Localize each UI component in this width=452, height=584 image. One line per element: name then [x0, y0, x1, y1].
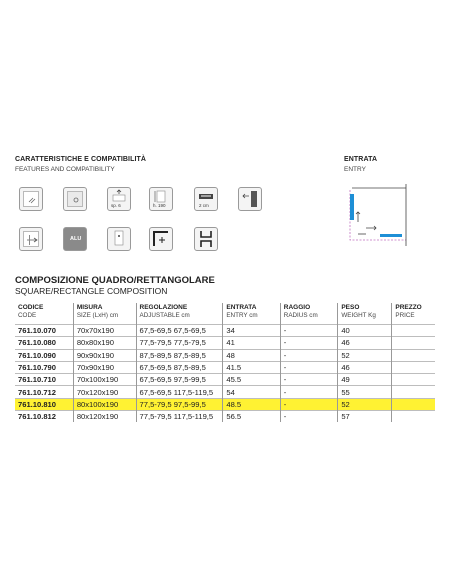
sliding-door-icon — [19, 227, 43, 251]
cell-price — [392, 386, 435, 398]
cell-code: 761.10.812 — [15, 411, 73, 423]
cell-entry: 48.5 — [223, 398, 280, 410]
cell-radius: - — [280, 374, 338, 386]
cell-weight: 55 — [338, 386, 392, 398]
cell-radius: - — [280, 349, 338, 361]
reversible-icon — [107, 187, 131, 211]
table-row — [15, 349, 435, 361]
cell-entry: 56.5 — [223, 411, 280, 423]
entry-subtitle: ENTRY — [344, 166, 366, 173]
wall-profile-icon — [194, 227, 218, 251]
table-row — [15, 337, 435, 349]
cell-adjust: 67,5-69,5 97,5-99,5 — [136, 374, 223, 386]
profile-width-icon — [194, 187, 218, 211]
cell-code: 761.10.712 — [15, 386, 73, 398]
cell-price — [392, 325, 435, 337]
easy-clean-icon — [107, 227, 131, 251]
cell-entry: 54 — [223, 386, 280, 398]
table-row — [15, 411, 435, 423]
cell-size: 80x120x190 — [73, 411, 136, 423]
col-header-weight: PESO WEIGHT Kg — [338, 303, 392, 325]
col-header-code: CODICE CODE — [15, 303, 73, 325]
cell-weight: 46 — [338, 337, 392, 349]
cell-size: 80x80x190 — [73, 337, 136, 349]
cell-size: 70x90x190 — [73, 361, 136, 373]
cell-price — [392, 398, 435, 410]
cell-size: 70x120x190 — [73, 386, 136, 398]
cell-radius: - — [280, 411, 338, 423]
cell-adjust: 77,5-79,5 97,5-99,5 — [136, 398, 223, 410]
reversible-icon-label: sp. 6 — [111, 203, 121, 208]
features-subtitle: FEATURES AND COMPATIBILITY — [15, 166, 115, 173]
height-icon-label: h. 190 — [153, 203, 166, 208]
cell-weight: 46 — [338, 361, 392, 373]
composition-subtitle: SQUARE/RECTANGLE COMPOSITION — [15, 286, 168, 296]
cell-code: 761.10.790 — [15, 361, 73, 373]
entry-diagram — [344, 182, 418, 248]
cell-weight: 57 — [338, 411, 392, 423]
table-header-row — [15, 303, 435, 325]
cell-size: 80x100x190 — [73, 398, 136, 410]
corner-plus-icon — [149, 227, 173, 251]
cell-adjust: 77,5-79,5 117,5-119,5 — [136, 411, 223, 423]
table-row — [15, 325, 435, 337]
col-header-price: PREZZO PRICE — [395, 304, 422, 319]
cell-price — [392, 337, 435, 349]
cell-price — [392, 411, 435, 423]
table-row — [15, 398, 435, 410]
cell-entry: 41.5 — [223, 361, 280, 373]
cell-radius: - — [280, 361, 338, 373]
table-row — [15, 386, 435, 398]
cell-size: 70x100x190 — [73, 374, 136, 386]
profile-width-icon-label: 2 cm — [199, 203, 209, 208]
cell-price — [392, 374, 435, 386]
cell-adjust: 87,5-89,5 87,5-89,5 — [136, 349, 223, 361]
cell-weight: 52 — [338, 398, 392, 410]
col-header-adjust: REGOLAZIONE ADJUSTABLE cm — [136, 303, 223, 325]
entry-title: ENTRATA — [344, 156, 378, 163]
cell-adjust: 67,5-69,5 87,5-89,5 — [136, 361, 223, 373]
cell-radius: - — [280, 386, 338, 398]
door-opening-icon — [238, 187, 262, 211]
glass-pattern-icon — [19, 187, 43, 211]
aluminium-icon — [63, 227, 87, 251]
cell-radius: - — [280, 325, 338, 337]
cell-price — [392, 361, 435, 373]
cell-adjust: 67,5-69,5 117,5-119,5 — [136, 386, 223, 398]
cell-code: 761.10.080 — [15, 337, 73, 349]
cell-weight: 52 — [338, 349, 392, 361]
cell-entry: 41 — [223, 337, 280, 349]
cell-adjust: 77,5-79,5 77,5-79,5 — [136, 337, 223, 349]
composition-title: COMPOSIZIONE QUADRO/RETTANGOLARE — [15, 275, 215, 286]
cell-size: 90x90x190 — [73, 349, 136, 361]
cell-entry: 45.5 — [223, 374, 280, 386]
cell-price — [392, 349, 435, 361]
glass-frosted-icon — [63, 187, 87, 211]
composition-table — [15, 303, 435, 422]
features-title: CARATTERISTICHE E COMPATIBILITÀ — [15, 156, 147, 163]
cell-code: 761.10.090 — [15, 349, 73, 361]
cell-radius: - — [280, 337, 338, 349]
col-header-entry: ENTRATA ENTRY cm — [223, 303, 280, 325]
cell-weight: 40 — [338, 325, 392, 337]
cell-entry: 48 — [223, 349, 280, 361]
table-row — [15, 374, 435, 386]
cell-code: 761.10.710 — [15, 374, 73, 386]
aluminium-icon-label: ALU — [70, 236, 82, 242]
table-row — [15, 361, 435, 373]
height-icon — [149, 187, 173, 211]
col-header-size: MISURA SIZE (LxH) cm — [73, 303, 136, 325]
cell-radius: - — [280, 398, 338, 410]
cell-code: 761.10.810 — [15, 398, 73, 410]
cell-entry: 34 — [223, 325, 280, 337]
col-header-radius: RAGGIO RADIUS cm — [280, 303, 338, 325]
cell-code: 761.10.070 — [15, 325, 73, 337]
cell-weight: 49 — [338, 374, 392, 386]
cell-adjust: 67,5-69,5 67,5-69,5 — [136, 325, 223, 337]
cell-size: 70x70x190 — [73, 325, 136, 337]
